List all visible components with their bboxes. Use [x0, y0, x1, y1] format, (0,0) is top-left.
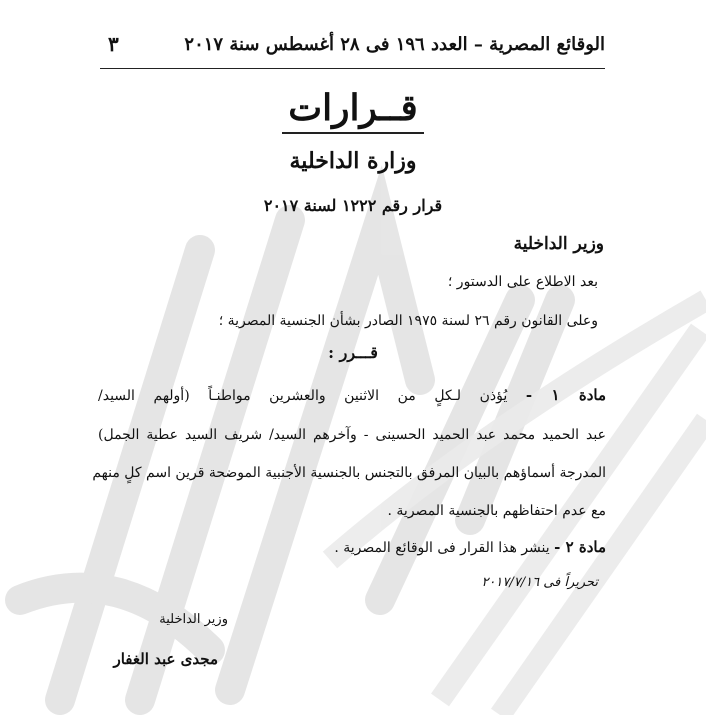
date-line: تحريراً فى ٢٠١٧/٧/١٦ — [481, 575, 598, 590]
article-1-text: يُؤذن لـكلٍ من الاثنين والعشرين مواطنـاً (أولهم السيد/ — [98, 388, 508, 404]
preamble-line: بعد الاطلاع على الدستور ؛ — [447, 274, 598, 290]
ministry-heading: وزارة الداخلية — [289, 148, 417, 174]
preamble-line: وعلى القانون رقم ٢٦ لسنة ١٩٧٥ الصادر بشأن الجنسية المصرية ؛ — [218, 313, 598, 329]
decree-number: قرار رقم ١٢٢٢ لسنة ٢٠١٧ — [263, 196, 443, 215]
article-1-line: المدرجة أسماؤهم بالبيان المرفق بالتجنس بالجنسية الأجنبية الموضحة قرين اسم كلٍ منهم — [92, 465, 606, 481]
section-title: قــرارات — [282, 84, 423, 134]
signatory-name: مجدى عبد الغفار — [113, 650, 218, 668]
page-header — [100, 30, 605, 69]
article-1-line — [98, 386, 606, 404]
decided-heading: قـــرر : — [328, 343, 378, 362]
article-1-line: عبد الحميد محمد عبد الحميد الحسينى - وآخرهم السيد/ شريف السيد عطية الجمل) — [98, 427, 606, 443]
article-1-label: مادة ١ - — [525, 386, 606, 404]
article-2-label: مادة ٢ - — [554, 538, 606, 556]
publication-line: الوقائع المصرية – العدد ١٩٦ فى ٢٨ أغسطس سنة ٢٠١٧ — [184, 34, 605, 55]
article-2-text: ينشر هذا القرار فى الوقائع المصرية . — [334, 540, 550, 556]
section-title-container — [0, 84, 706, 134]
minister-heading: وزير الداخلية — [513, 234, 604, 254]
article-2-line — [334, 538, 606, 556]
article-1-line: مع عدم احتفاظهم بالجنسية المصرية . — [387, 503, 606, 519]
signatory-title: وزير الداخلية — [159, 612, 228, 627]
page-number: ٣ — [108, 32, 119, 56]
